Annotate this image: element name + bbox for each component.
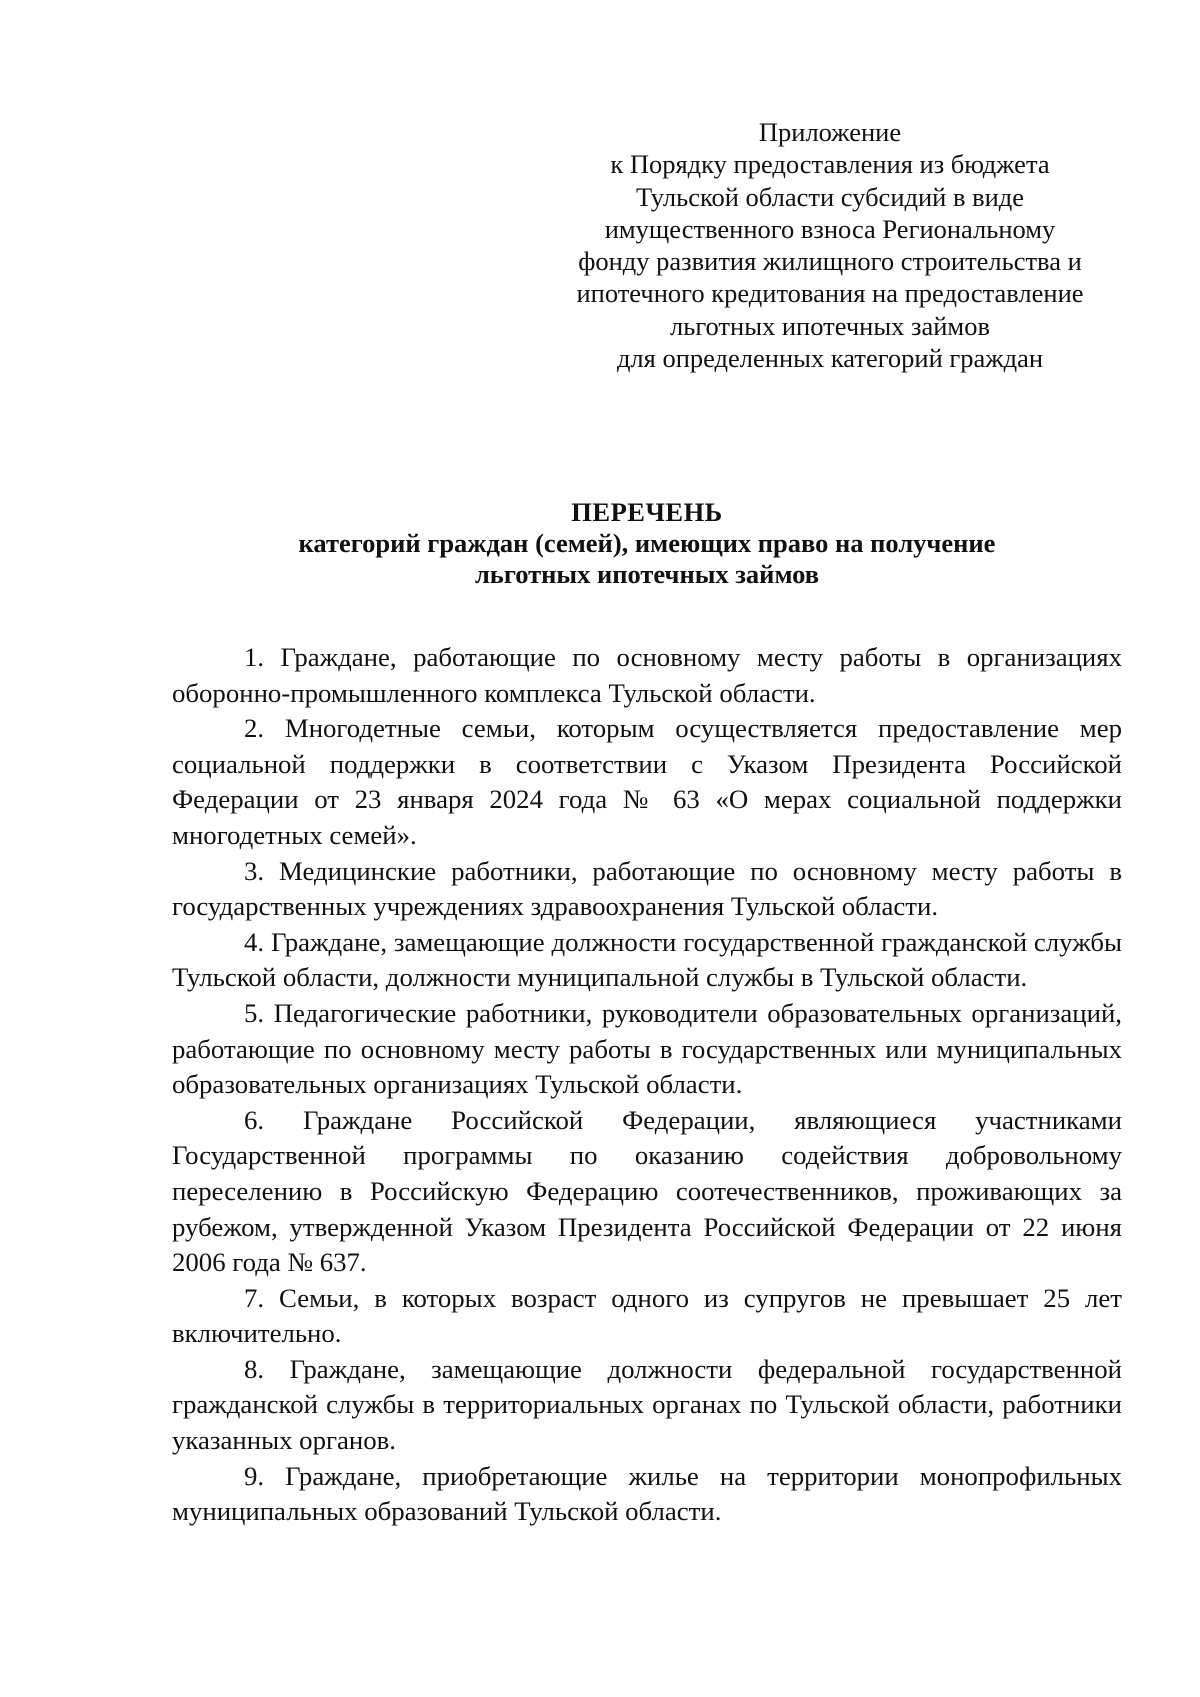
appendix-line: имущественного взноса Региональному <box>604 213 1056 244</box>
list-item: 2. Многодетные семьи, которым осуществляется предоставление мер социальной поддержки в соответствии с Указом Президента Российской Федерации от 23 января 2024 года № 63 «О мерах социальной поддержки многодетных семей». <box>172 713 1122 850</box>
list-item: 5. Педагогические работники, руководители образовательных организаций, работающие по основному месту работы в государственных или муниципальных образовательных организациях Тульской области. <box>172 997 1122 1100</box>
list-item: 7. Семьи, в которых возраст одного из супругов не превышает 25 лет включительно. <box>172 1282 1122 1349</box>
appendix-line: Тульской области субсидий в виде <box>635 181 1025 212</box>
document-subtitle-line: категорий граждан (семей), имеющих право на получение <box>298 528 996 558</box>
list-item: 6. Граждане Российской Федерации, являющиеся участниками Государственной программы по оказанию содействия добровольному переселению в Российскую Федерацию соотечественников, проживающих за рубежом, утвержденной Указом Президента Российской Федерации от 22 июня 2006 года № 637. <box>172 1104 1122 1278</box>
appendix-line: фонду развития жилищного строительства и <box>578 246 1082 277</box>
appendix-line: ипотечного кредитования на предоставление <box>576 278 1084 309</box>
appendix-block <box>540 116 1120 374</box>
appendix-line: для определенных категорий граждан <box>616 343 1044 374</box>
document-title: ПЕРЕЧЕНЬ <box>571 497 723 527</box>
document-heading <box>172 497 1122 590</box>
appendix-line: льготных ипотечных займов <box>670 310 990 341</box>
appendix-line: Приложение <box>758 117 902 147</box>
list-item: 8. Граждане, замещающие должности федеральной государственной гражданской службы в территориальных органах по Тульской области, работники указанных органов. <box>172 1353 1122 1456</box>
appendix-line: к Порядку предоставления из бюджета <box>610 149 1050 180</box>
list-item: 9. Граждане, приобретающие жилье на территории монопрофильных муниципальных образований Тульской области. <box>172 1460 1122 1527</box>
list-item: 3. Медицинские работники, работающие по основному месту работы в государственных учреждениях здравоохранения Тульской области. <box>172 855 1122 922</box>
categories-list <box>172 640 1122 1530</box>
document-subtitle-line: льготных ипотечных займов <box>474 559 820 589</box>
list-item: 1. Граждане, работающие по основному месту работы в организациях оборонно-промышленного комплекса Тульской области. <box>172 642 1122 708</box>
list-item: 4. Граждане, замещающие должности государственной гражданской службы Тульской области, должности муниципальной службы в Тульской области. <box>172 926 1122 993</box>
